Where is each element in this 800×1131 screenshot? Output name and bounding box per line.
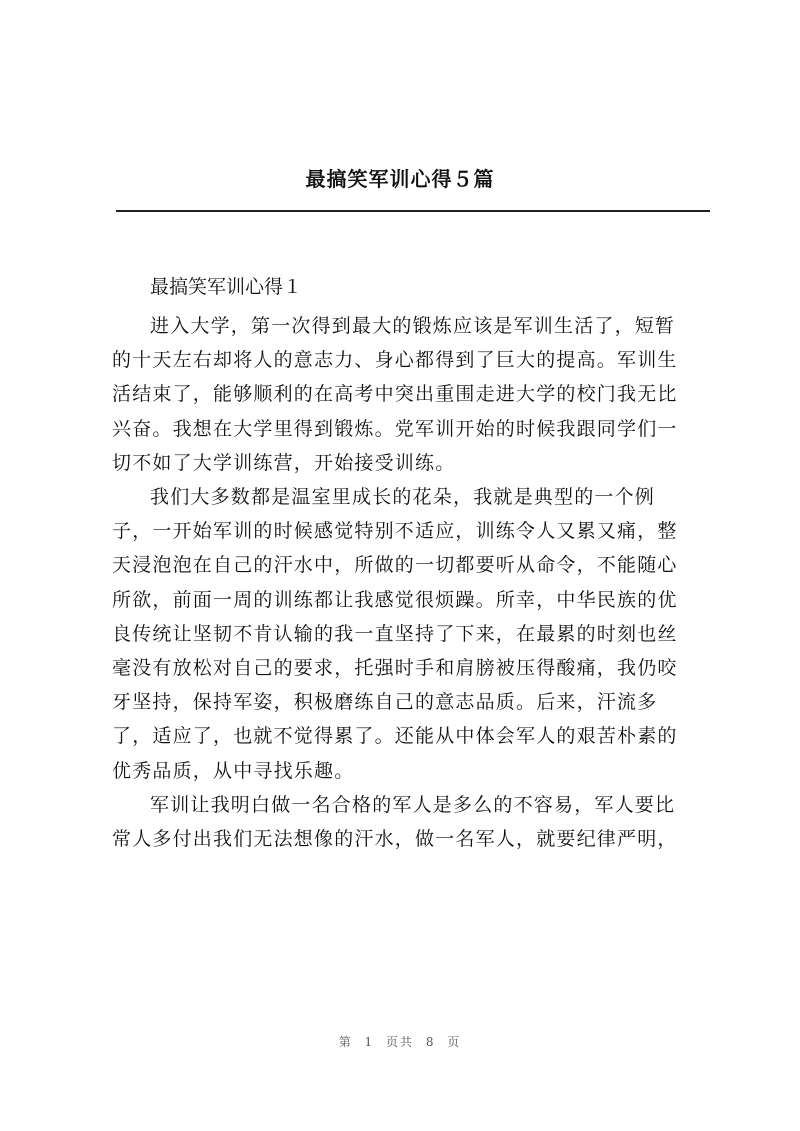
paragraph-line: 子，一开始军训的时候感觉特别不适应，训练令人又累又痛，整 <box>112 520 678 543</box>
paragraph-line: 兴奋。我想在大学里得到锻炼。党军训开始的时候我跟同学们一 <box>112 417 678 440</box>
paragraph-line: 军训让我明白做一名合格的军人是多么的不容易，军人要比 <box>150 793 676 816</box>
paragraph-2 <box>112 480 712 788</box>
paragraph-line: 了，适应了，也就不觉得累了。还能从中体会军人的艰苦朴素的 <box>112 725 678 748</box>
paragraph-3 <box>112 788 712 856</box>
document-title: 最搞笑军训心得５篇 <box>305 167 495 191</box>
section-heading: 最搞笑军训心得１ <box>150 276 303 298</box>
paragraph-line: 的十天左右却将人的意志力、身心都得到了巨大的提高。军训生 <box>112 349 678 372</box>
paragraph-line: 进入大学，第一次得到最大的锻炼应该是军训生活了，短暂 <box>150 315 676 337</box>
paragraph-line: 毫没有放松对自己的要求，托强时手和肩膀被压得酸痛，我仍咬 <box>112 657 678 680</box>
paragraph-line: 牙坚持，保持军姿，积极磨练自己的意志品质。后来，汗流多 <box>112 691 658 714</box>
paragraph-line: 所欲，前面一周的训练都让我感觉很烦躁。所幸，中华民族的优 <box>112 588 678 611</box>
paragraph-line: 活结束了，能够顺利的在高考中突出重围走进大学的校门我无比 <box>112 383 678 406</box>
paragraph-line: 我们大多数都是温室里成长的花朵，我就是典型的一个例 <box>150 486 656 509</box>
paragraph-line: 优秀品质，从中寻找乐趣。 <box>112 759 355 782</box>
document-body <box>112 266 712 856</box>
title-divider <box>116 210 710 212</box>
paragraph-line: 良传统让坚韧不肯认输的我一直坚持了下来，在最累的时刻也丝 <box>112 622 678 645</box>
paragraph-line: 常人多付出我们无法想像的汗水，做一名军人，就要纪律严明， <box>112 828 678 851</box>
paragraph-1 <box>112 309 712 480</box>
paragraph-line: 切不如了大学训练营，开始接受训练。 <box>112 451 456 474</box>
page-number-footer: 第 1 页共 8 页 <box>338 1035 462 1049</box>
paragraph-line: 天浸泡泡在自己的汗水中，所做的一切都要听从命令，不能随心 <box>112 554 678 577</box>
